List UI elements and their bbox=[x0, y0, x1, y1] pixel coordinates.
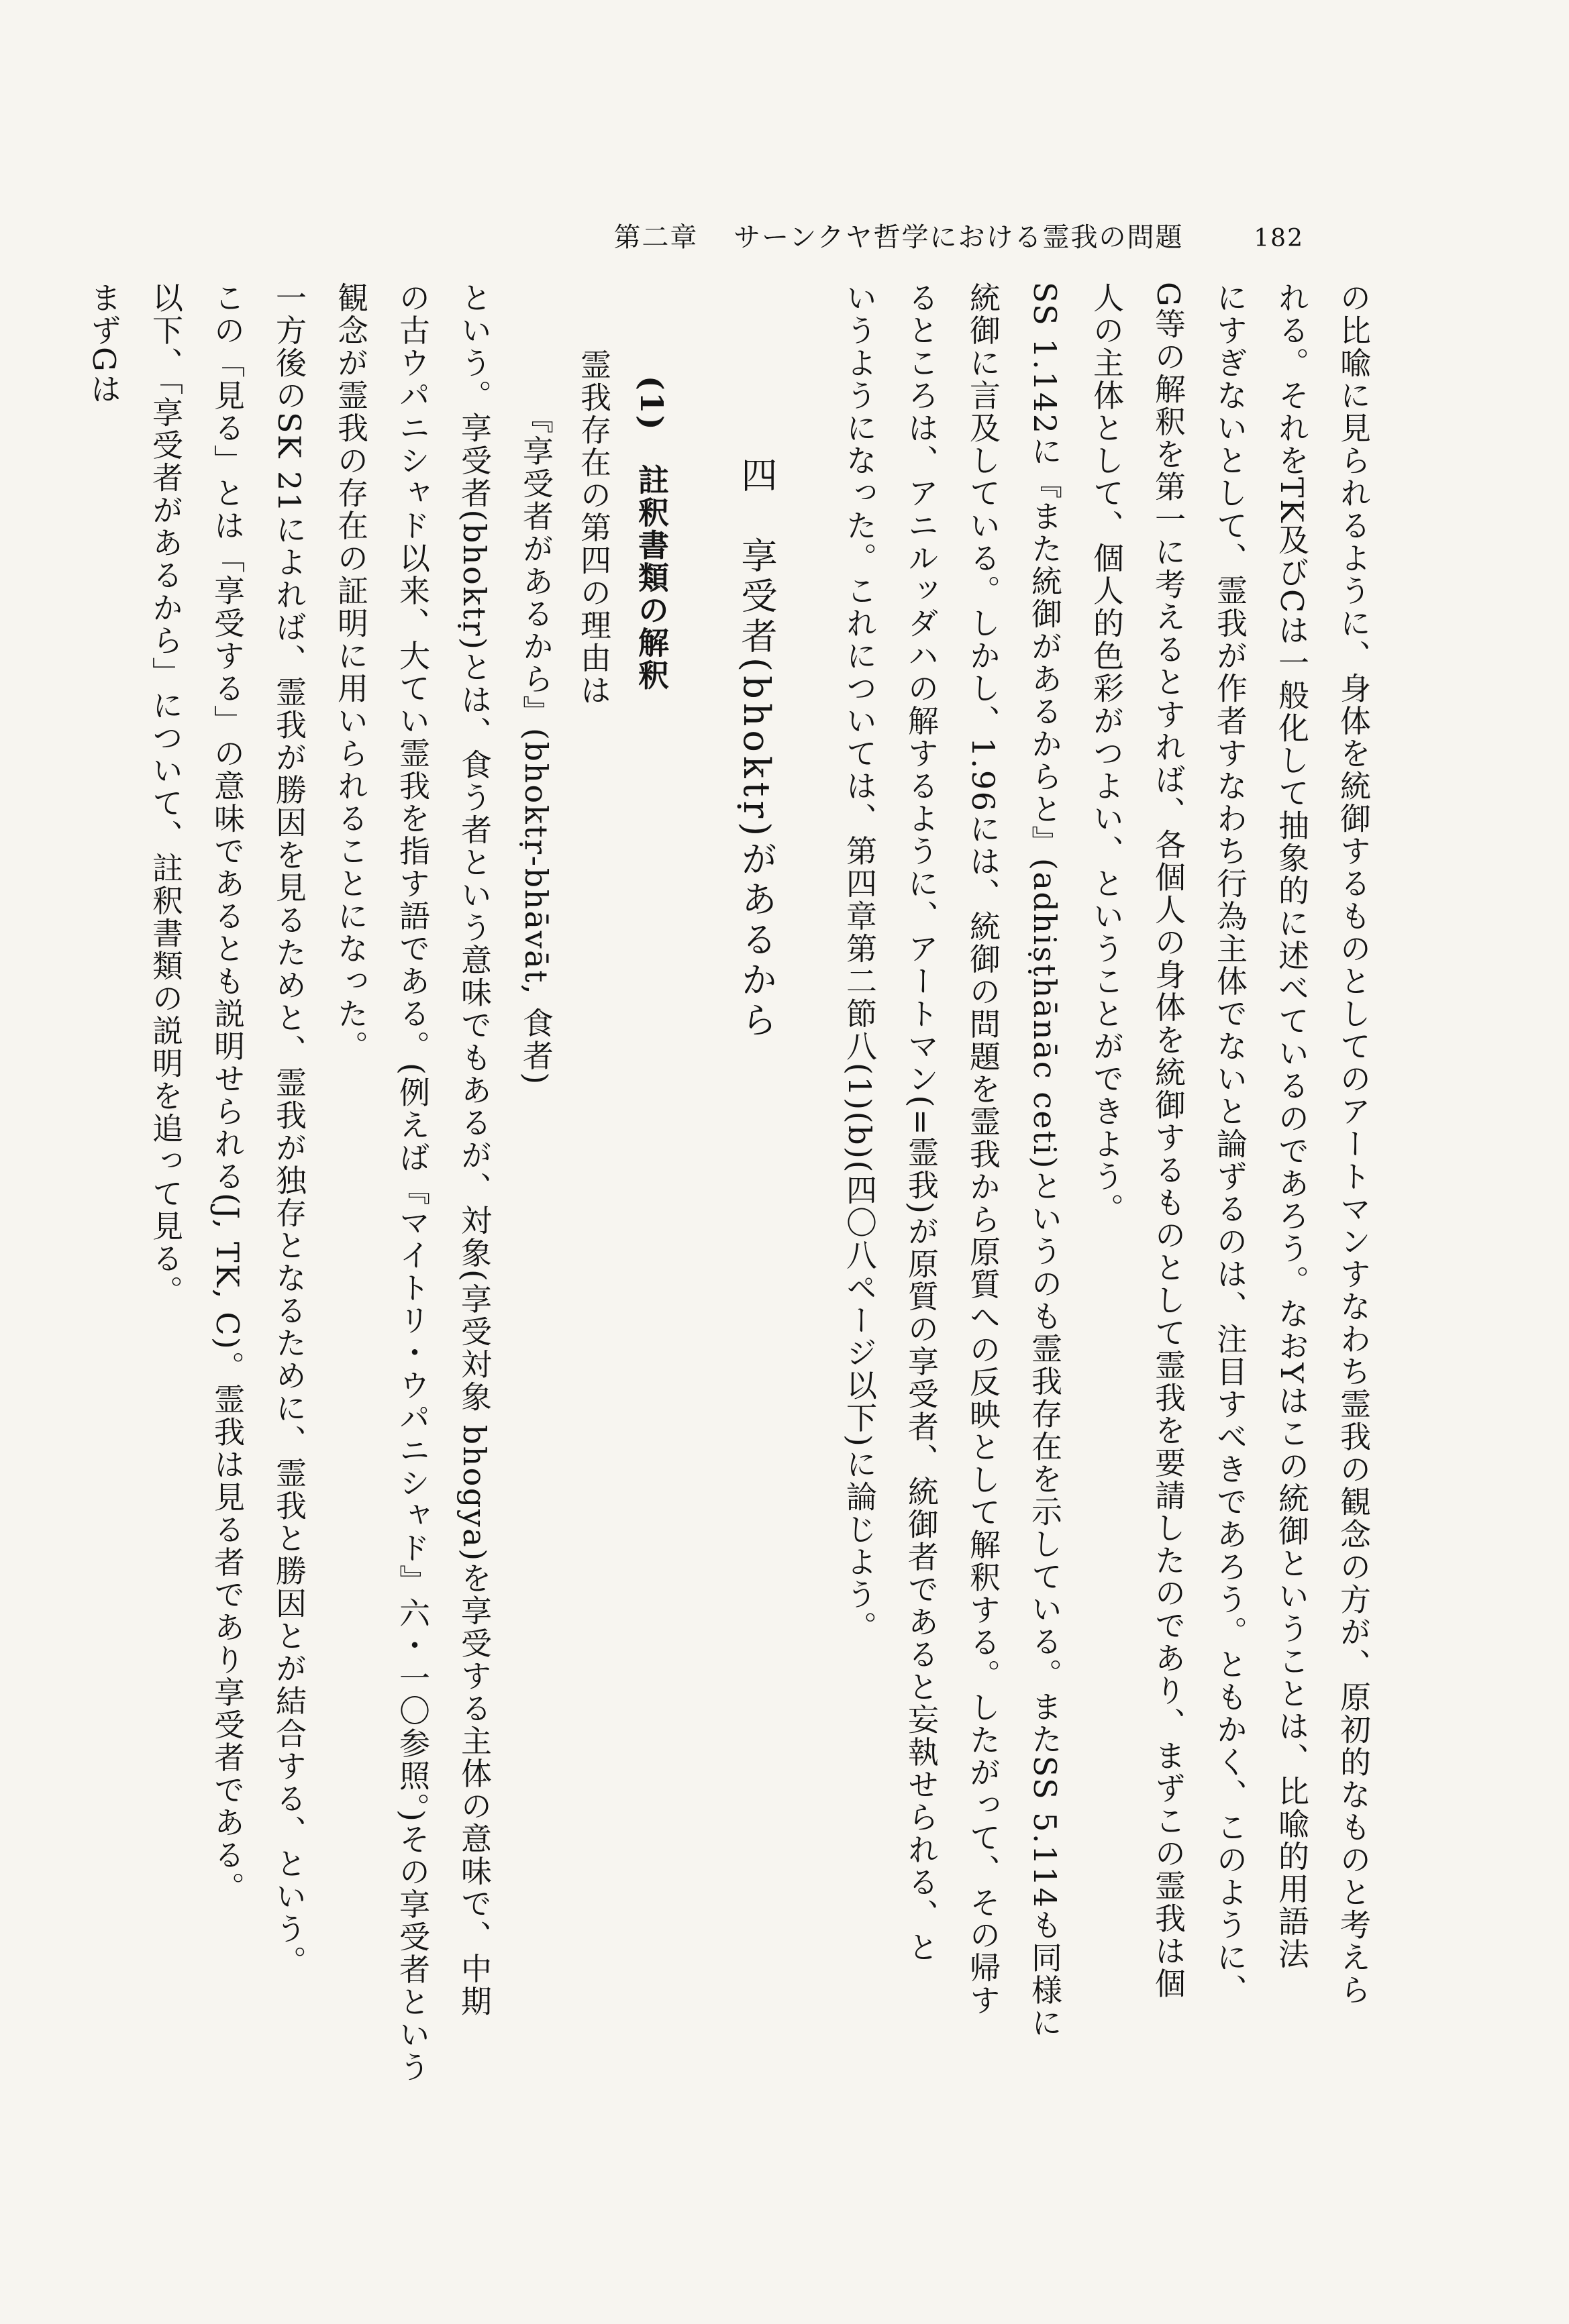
subsection-heading: (1) 註釈書類の解釈 bbox=[634, 376, 670, 692]
text-line: にすぎないとして、霊我が作者すなわち行為主体でないと論ずるのは、注目すべきであろう。ともかく、このように、 bbox=[1212, 282, 1248, 2007]
text-line: まずGは bbox=[86, 282, 122, 406]
section-heading: 四 享受者(bhoktṛ)があるから bbox=[736, 456, 778, 1042]
text-line: G等の解釈を第一に考えるとすれば、各個人の身体を統御するものとして霊我を要請したのであり、まずこの霊我は個 bbox=[1150, 282, 1186, 2001]
text-line: SS 1.142に『また統御があるからと』(adhiṣṭhānāc ceti)というのも霊我存在を示している。またSS 5.114も同様に bbox=[1027, 282, 1063, 2040]
chapter-title: サーンクヤ哲学における霊我の問題 bbox=[733, 222, 1184, 253]
text-line: 以下、「享受者があるから」について、註釈書類の説明を追って見る。 bbox=[148, 282, 184, 1308]
text-line: るところは、アニルッダハの解するように、アートマン(=霊我)が原質の享受者、統御者であると妄執せられる、と bbox=[903, 282, 940, 1964]
text-line: この「見る」とは「享受する」の意味であるとも説明せられる(J, TK, C)。霊我は見る者であり享受者である。 bbox=[209, 282, 246, 1904]
text-line: 一方後のSK 21によれば、霊我が勝因を見るためと、霊我が独存となるために、霊我と勝因とが結合する、という。 bbox=[271, 282, 307, 1978]
text-line: 統御に言及している。しかし、1.96には、統御の問題を霊我から原質への反映として解釈する。したがって、その帰す bbox=[965, 282, 1001, 2017]
text-line: の比喩に見られるように、身体を統御するものとしてのアートマンすなわち霊我の観念の方が、原初的なものと考えら bbox=[1335, 282, 1372, 2007]
text-line: の古ウパニシャド以来、大てい霊我を指す語である。(例えば『マイトリ・ウパニシャド』六・一〇参照。)その享受者という bbox=[395, 282, 431, 2084]
text-line: 人の主体として、個人的色彩がつよい、ということができよう。 bbox=[1089, 282, 1125, 1226]
text-line: 霊我存在の第四の理由は bbox=[576, 349, 612, 707]
page-number: 182 bbox=[1254, 225, 1304, 252]
text-line: いうようになった。これについては、第四章第二節八(1)(b)(四〇八ページ以下)に論じよう。 bbox=[842, 282, 878, 1644]
quoted-reason: 『享受者があるから』(bhoktṛ-bhāvāt, 食者) bbox=[518, 403, 554, 1086]
text-line: という。享受者(bhoktṛ)とは、食う者という意味でもあるが、対象(享受対象 bhogya)を享受する主体の意味で、中期 bbox=[456, 282, 493, 2018]
text-line: れる。それをTK及びCは一般化して抽象的に述べているのであろう。なおYはこの統御ということは、比喩的用語法 bbox=[1274, 282, 1310, 1971]
text-line: 観念が霊我の存在の証明に用いられることになった。 bbox=[333, 282, 369, 1063]
chapter-label: 第二章 bbox=[613, 222, 699, 253]
running-header bbox=[613, 216, 1304, 254]
